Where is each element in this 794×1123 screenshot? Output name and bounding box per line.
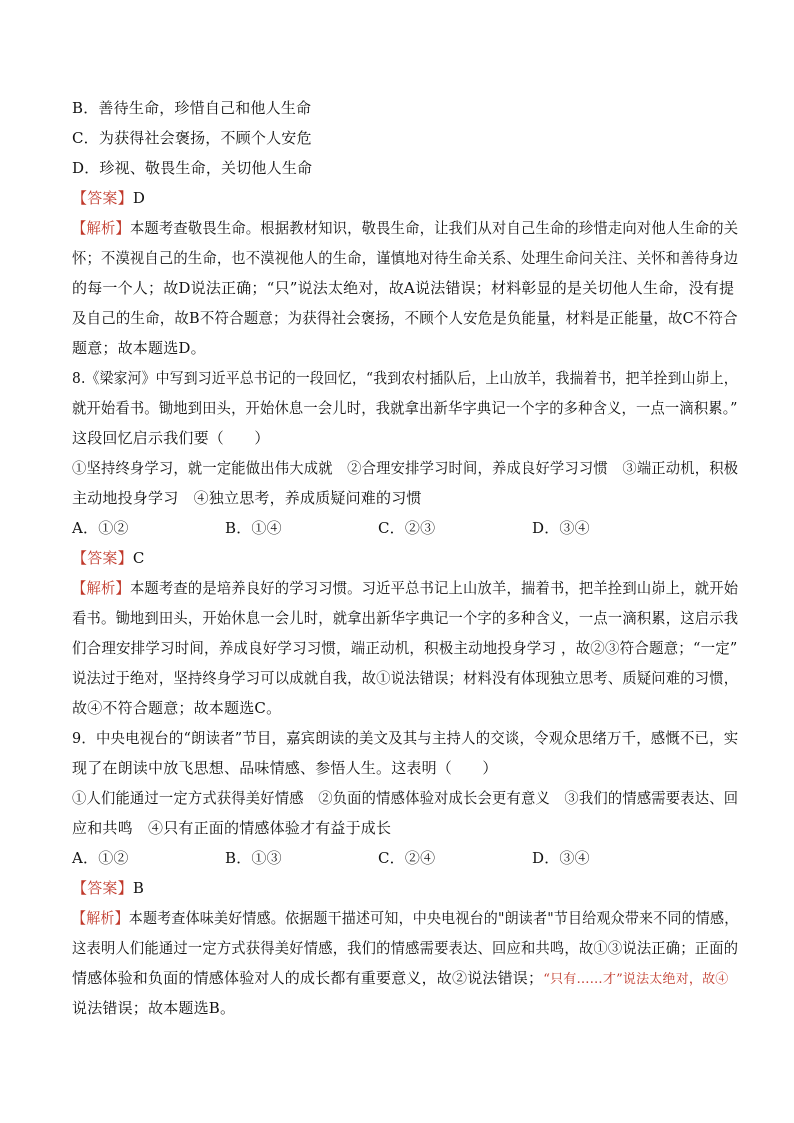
q7-analysis-line-1 bbox=[72, 218, 738, 238]
q9-items-line-1: ①人们能通过一定方式获得美好情感 ②负面的情感体验对成长会更有意义 ③我们的情感需要表达、回 bbox=[72, 789, 739, 807]
q8-items-line-1: ①坚持终身学习，就一定能做出伟大成就 ②合理安排学习时间，养成良好学习习惯 ③端正动机，积极 bbox=[72, 459, 739, 477]
q7-option-d: D．珍视、敬畏生命，关切他人生命 bbox=[72, 159, 313, 177]
q7-option-c: C．为获得社会褒扬，不顾个人安危 bbox=[72, 129, 312, 147]
q9-analysis-line-2: 这表明人们能通过一定方式获得美好情感，我们的情感需要表达、回应和共鸣，故①③说法正确；正面的 bbox=[72, 939, 739, 957]
q9-items-line-2: 应和共鸣 ④只有正面的情感体验才有益于成长 bbox=[72, 819, 392, 837]
analysis-tag: 【解析】 bbox=[72, 219, 130, 237]
q8-option-a: A．①② bbox=[72, 519, 129, 537]
q8-option-d: D．③④ bbox=[532, 519, 590, 537]
q8-analysis-line-3: 们合理安排学习时间，养成良好学习习惯，端正动机，积极主动地投身学习 ，故②③符合题意；“一定” bbox=[72, 639, 738, 657]
q8-stem-line-1: 8.《梁家河》中写到习近平总书记的一段回忆，“我到农村插队后，上山放羊，我揣着书，把羊拴到山峁上， bbox=[72, 369, 738, 387]
q7-analysis-line-3: 的每一个人；故D说法正确；“只”说法太绝对，故A说法错误；材料彰显的是关切他人生命，没有提 bbox=[72, 279, 735, 297]
analysis-highlight: “只有……才”说法太绝对，故④ bbox=[543, 972, 729, 987]
answer-value: D bbox=[132, 189, 146, 207]
q8-items-line-2: 主动地投身学习 ④独立思考，养成质疑问难的习惯 bbox=[72, 489, 422, 507]
answer-tag: 【答案】 bbox=[72, 879, 133, 897]
q8-analysis-line-5: 故④不符合题意；故本题选C。 bbox=[72, 699, 282, 717]
answer-tag: 【答案】 bbox=[72, 549, 133, 567]
analysis-tag: 【解析】 bbox=[72, 909, 129, 927]
answer-value: B bbox=[132, 879, 145, 897]
q9-option-d: D．③④ bbox=[532, 849, 590, 867]
q8-stem-line-2: 就开始看书。锄地到田头，开始休息一会儿时，我就拿出新华字典记一个字的多种含义，一点一滴积累。” bbox=[72, 399, 738, 417]
q7-answer bbox=[72, 188, 145, 208]
q8-answer bbox=[72, 548, 145, 568]
q7-analysis-line-5: 题意；故本题选D。 bbox=[72, 339, 206, 357]
q8-stem-line-3: 这段回忆启示我们要（ ） bbox=[72, 429, 270, 447]
q7-option-b: B．善待生命，珍惜自己和他人生命 bbox=[72, 99, 312, 117]
answer-value: C bbox=[132, 549, 145, 567]
analysis-text: 本题考查敬畏生命。根据教材知识，敬畏生命，让我们从对自己生命的珍惜走向对他人生命的关 bbox=[129, 219, 739, 237]
q9-analysis-line-4: 说法错误；故本题选B。 bbox=[72, 999, 236, 1017]
q9-option-c: C．②④ bbox=[378, 849, 436, 867]
q8-analysis-line-1 bbox=[72, 578, 738, 598]
q7-analysis-line-2: 怀；不漠视自己的生命，也不漠视他人的生命，谨慎地对待生命关系、处理生命问关注、关怀和善待身边 bbox=[72, 249, 739, 267]
analysis-tag: 【解析】 bbox=[72, 579, 130, 597]
analysis-text: 本题考查体味美好情感。依据题干描述可知，中央电视台的"朗读者"节目给观众带来不同的情感， bbox=[128, 909, 739, 927]
q7-analysis-line-4: 及自己的生命，故B不符合题意；为获得社会褒扬，不顾个人安危是负能量，材料是正能量，故C不符合 bbox=[72, 309, 738, 327]
q8-option-c: C．②③ bbox=[378, 519, 436, 537]
analysis-text: 本题考查的是培养良好的学习习惯。习近平总书记上山放羊，揣着书，把羊拴到山峁上，就开始 bbox=[129, 579, 739, 597]
q9-analysis-line-1 bbox=[72, 908, 738, 928]
q9-stem-line-2: 现了在朗读中放飞思想、品味情感、参悟人生。这表明（ ） bbox=[72, 759, 498, 777]
analysis-text: 情感体验和负面的情感体验对人的成长都有重要意义，故②说法错误； bbox=[72, 969, 544, 987]
q9-analysis-line-3 bbox=[72, 968, 729, 990]
q9-option-a: A．①② bbox=[72, 849, 129, 867]
q9-answer bbox=[72, 878, 144, 898]
q8-option-b: B．①④ bbox=[225, 519, 282, 537]
answer-tag: 【答案】 bbox=[72, 189, 133, 207]
q9-option-b: B．①③ bbox=[225, 849, 282, 867]
q8-analysis-line-2: 看书。锄地到田头，开始休息一会儿时，就拿出新华字典记一个字的多种含义，一点一滴积累，这启示我 bbox=[72, 609, 739, 627]
q9-stem-line-1: 9．中央电视台的“朗读者”节目，嘉宾朗读的美文及其与主持人的交谈，令观众思绪万千，感慨不已，实 bbox=[72, 729, 739, 747]
q8-analysis-line-4: 说法过于绝对，坚持终身学习可以成就自我，故①说法错误；材料没有体现独立思考、质疑问难的习惯， bbox=[72, 669, 739, 687]
